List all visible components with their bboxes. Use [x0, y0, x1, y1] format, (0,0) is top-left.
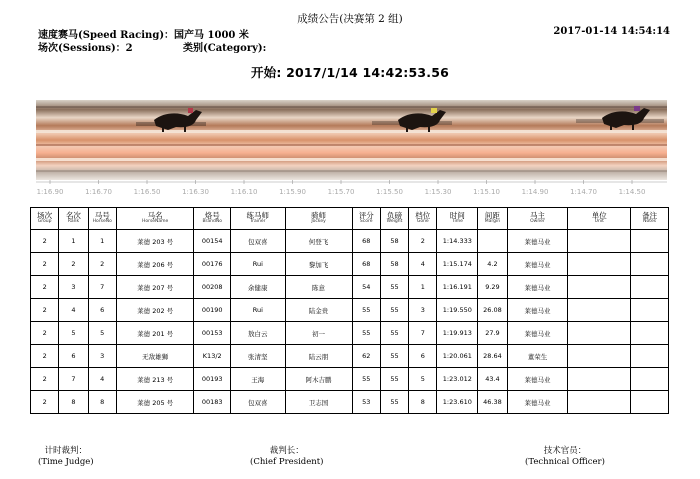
table-cell: 55	[380, 276, 408, 299]
table-cell: Rui	[231, 253, 285, 276]
table-cell: 8	[59, 391, 88, 414]
table-cell: 8	[409, 391, 437, 414]
column-header-label: 烙号	[204, 211, 220, 221]
table-row	[31, 368, 669, 391]
table-cell: 1	[409, 276, 437, 299]
table-cell: 余健康	[231, 276, 285, 299]
table-cell: 8	[88, 391, 116, 414]
table-cell	[631, 253, 669, 276]
table-cell: 2	[31, 276, 59, 299]
column-header-label: 马名	[147, 211, 163, 221]
column-header	[380, 208, 408, 230]
table-cell	[568, 368, 631, 391]
table-cell: 1:19.913	[437, 322, 478, 345]
race-name: 速度赛马(Speed Racing)：国产马 1000 米	[38, 30, 249, 41]
time-judge-label: 计时裁判：	[44, 446, 88, 456]
time-tick-label: 1:16.70	[85, 188, 112, 196]
column-header	[59, 208, 88, 230]
column-header-sublabel: Unit	[594, 219, 604, 225]
table-cell: 张清坚	[231, 345, 285, 368]
table-row	[31, 276, 669, 299]
column-header-sublabel: Weight	[386, 219, 403, 225]
table-cell: 54	[352, 276, 380, 299]
time-tick-label: 1:15.90	[279, 188, 306, 196]
table-cell: 何登飞	[285, 230, 352, 253]
time-tick-label: 1:14.70	[570, 188, 597, 196]
table-cell: 28.64	[478, 345, 507, 368]
column-header-sublabel: Group	[37, 219, 52, 225]
table-cell: 卫志国	[285, 391, 352, 414]
table-cell: 55	[352, 368, 380, 391]
table-cell	[631, 368, 669, 391]
time-judge-signature	[38, 446, 94, 469]
table-cell: 7	[409, 322, 437, 345]
column-header-sublabel: Owner	[530, 219, 545, 225]
report-datetime: 2017-01-14 14:54:14	[553, 26, 670, 37]
technical-officer-label: 技术官员：	[543, 446, 587, 456]
table-cell: 莱德马业	[507, 230, 568, 253]
table-cell	[631, 391, 669, 414]
table-cell: 陆金贵	[285, 299, 352, 322]
table-cell: 58	[380, 230, 408, 253]
column-header-label: 马主	[529, 211, 545, 221]
table-row	[31, 391, 669, 414]
table-cell: 1:23.610	[437, 391, 478, 414]
table-cell: 包双喜	[231, 230, 285, 253]
table-cell: 55	[352, 322, 380, 345]
column-header-sublabel: Rank	[67, 219, 80, 225]
table-cell: 00183	[194, 391, 231, 414]
table-cell	[568, 345, 631, 368]
table-cell: 1	[88, 230, 116, 253]
table-cell: 4	[409, 253, 437, 276]
table-cell: 5	[88, 322, 116, 345]
table-cell: 莱德 205 号	[116, 391, 194, 414]
table-cell: 55	[380, 391, 408, 414]
table-cell: 00190	[194, 299, 231, 322]
table-cell: 莱德 213 号	[116, 368, 194, 391]
column-header-sublabel: Gone	[416, 219, 429, 225]
column-header-label: 评分	[358, 211, 374, 221]
sessions-label: 场次(Sessions)：2	[38, 43, 133, 54]
table-cell: 3	[409, 299, 437, 322]
table-cell: 27.9	[478, 322, 507, 345]
column-header-sublabel: Jockey	[311, 219, 326, 225]
column-header-label: 档位	[415, 211, 431, 221]
table-cell: 5	[59, 322, 88, 345]
column-header	[437, 208, 478, 230]
table-cell: 莱德 207 号	[116, 276, 194, 299]
table-cell	[568, 299, 631, 322]
column-header-label: 备注	[642, 211, 658, 221]
table-cell: 莱德 206 号	[116, 253, 194, 276]
table-cell	[631, 322, 669, 345]
table-cell: 2	[31, 230, 59, 253]
photo-finish-image	[36, 100, 667, 197]
table-cell: 00193	[194, 368, 231, 391]
table-cell: 68	[352, 253, 380, 276]
table-cell: 3	[59, 276, 88, 299]
time-tick-label: 1:16.50	[133, 188, 161, 196]
table-cell	[631, 299, 669, 322]
time-tick-label: 1:15.50	[376, 188, 403, 196]
table-cell: 9.29	[478, 276, 507, 299]
time-tick-label: 1:14.50	[618, 188, 646, 196]
table-row	[31, 322, 669, 345]
table-cell: 00153	[194, 322, 231, 345]
time-tick-label: 1:16.30	[182, 188, 209, 196]
table-cell: 莱德 202 号	[116, 299, 194, 322]
technical-officer-label-en: (Technical Officer)	[525, 457, 605, 468]
table-cell: 3	[88, 345, 116, 368]
table-cell: 2	[31, 345, 59, 368]
table-cell: 1:19.550	[437, 299, 478, 322]
table-cell: 5	[409, 368, 437, 391]
column-header	[568, 208, 631, 230]
table-cell: 00208	[194, 276, 231, 299]
table-cell: 莱德 203 号	[116, 230, 194, 253]
column-header	[285, 208, 352, 230]
table-cell	[568, 276, 631, 299]
table-cell: 无敌雄狮	[116, 345, 194, 368]
table-cell: 68	[352, 230, 380, 253]
column-header	[507, 208, 568, 230]
table-cell	[568, 253, 631, 276]
table-cell: 4	[59, 299, 88, 322]
table-cell: 陈意	[285, 276, 352, 299]
table-cell: 莱德马业	[507, 322, 568, 345]
table-row	[31, 253, 669, 276]
table-cell: 46.38	[478, 391, 507, 414]
table-cell: 4.2	[478, 253, 507, 276]
table-cell: 2	[31, 253, 59, 276]
table-cell: 55	[380, 322, 408, 345]
page-title: 成绩公告(决赛第 2 组)	[297, 13, 403, 25]
table-cell: 2	[31, 322, 59, 345]
column-header-label: 练马师	[246, 211, 270, 221]
table-cell: 2	[31, 391, 59, 414]
time-tick-label: 1:15.30	[424, 188, 452, 196]
column-header-label: 名次	[65, 211, 81, 221]
table-cell: 1:20.061	[437, 345, 478, 368]
table-cell	[478, 230, 507, 253]
table-cell: 7	[59, 368, 88, 391]
column-header-sublabel: Trainer	[250, 219, 266, 225]
column-header-sublabel: HorseName	[141, 219, 169, 225]
table-cell: 2	[59, 253, 88, 276]
column-header-sublabel: Margin	[484, 219, 501, 225]
table-cell: 1:23.012	[437, 368, 478, 391]
column-header-sublabel: HorseNo	[92, 219, 112, 225]
column-header	[352, 208, 380, 230]
table-cell	[568, 230, 631, 253]
column-header-label: 单位	[591, 211, 607, 221]
table-row	[31, 230, 669, 253]
table-cell	[631, 230, 669, 253]
table-cell: 1:14.333	[437, 230, 478, 253]
table-cell: 00176	[194, 253, 231, 276]
table-cell: 43.4	[478, 368, 507, 391]
table-cell: 莱德马业	[507, 299, 568, 322]
table-cell: K13/2	[194, 345, 231, 368]
table-cell: 2	[409, 230, 437, 253]
table-cell	[631, 345, 669, 368]
table-cell: 陆云朋	[285, 345, 352, 368]
table-cell: 初一	[285, 322, 352, 345]
table-cell: 敖白云	[231, 322, 285, 345]
table-cell: 莱德马业	[507, 276, 568, 299]
table-cell	[631, 276, 669, 299]
table-cell: 55	[380, 345, 408, 368]
table-row	[31, 345, 669, 368]
column-header	[231, 208, 285, 230]
table-cell: 莱德马业	[507, 391, 568, 414]
column-header-label: 场次	[37, 211, 53, 221]
column-header	[631, 208, 669, 230]
chief-president-signature	[250, 446, 323, 469]
table-cell: 2	[31, 299, 59, 322]
table-cell: 4	[88, 368, 116, 391]
table-cell: 1	[59, 230, 88, 253]
time-tick-label: 1:14.90	[521, 188, 549, 196]
table-cell: 55	[352, 299, 380, 322]
table-cell: 莱德马业	[507, 253, 568, 276]
column-header	[478, 208, 507, 230]
time-tick-label: 1:16.90	[36, 188, 64, 196]
table-cell: 莱德 201 号	[116, 322, 194, 345]
table-cell: 55	[380, 368, 408, 391]
results-table	[30, 207, 669, 414]
table-cell: 7	[88, 276, 116, 299]
table-cell: 26.08	[478, 299, 507, 322]
table-cell: 1:15.174	[437, 253, 478, 276]
chief-president-label: 裁判长：	[269, 446, 304, 456]
table-cell: 包双喜	[231, 391, 285, 414]
column-header-sublabel: Score	[359, 219, 373, 225]
table-row	[31, 299, 669, 322]
technical-officer-signature	[525, 446, 605, 469]
time-judge-label-en: (Time Judge)	[38, 457, 94, 468]
column-header	[88, 208, 116, 230]
table-cell: 1:16.191	[437, 276, 478, 299]
column-header-label: 马号	[94, 211, 110, 221]
start-time: 开始: 2017/1/14 14:42:53.56	[250, 65, 450, 80]
table-cell: 董荣生	[507, 345, 568, 368]
category-label: 类别(Category):	[183, 43, 267, 54]
table-cell: 55	[380, 299, 408, 322]
column-header	[409, 208, 437, 230]
column-header	[31, 208, 59, 230]
table-cell: 王海	[231, 368, 285, 391]
table-cell	[568, 322, 631, 345]
column-header-sublabel: BrandNo	[202, 219, 222, 225]
time-tick-label: 1:16.10	[230, 188, 258, 196]
table-cell	[568, 391, 631, 414]
table-cell: 2	[88, 253, 116, 276]
table-cell: 阿木吉鹏	[285, 368, 352, 391]
column-header-label: 骑师	[311, 211, 327, 221]
column-header-sublabel: Notes	[643, 219, 657, 225]
column-header-label: 时间	[449, 211, 465, 221]
table-cell: 00154	[194, 230, 231, 253]
column-header-label: 负磅	[387, 211, 402, 221]
table-cell: Rui	[231, 299, 285, 322]
table-cell: 莱德马业	[507, 368, 568, 391]
column-header-label: 间距	[484, 211, 500, 221]
column-header	[116, 208, 194, 230]
table-cell: 黎加飞	[285, 253, 352, 276]
table-cell: 53	[352, 391, 380, 414]
chief-president-label-en: (Chief President)	[250, 457, 324, 468]
table-cell: 6	[409, 345, 437, 368]
column-header-sublabel: Time	[451, 219, 463, 225]
table-cell: 2	[31, 368, 59, 391]
table-cell: 6	[88, 299, 116, 322]
table-cell: 6	[59, 345, 88, 368]
table-cell: 62	[352, 345, 380, 368]
time-tick-label: 1:15.10	[473, 188, 500, 196]
table-cell: 58	[380, 253, 408, 276]
column-header	[194, 208, 231, 230]
time-tick-label: 1:15.70	[327, 188, 355, 196]
